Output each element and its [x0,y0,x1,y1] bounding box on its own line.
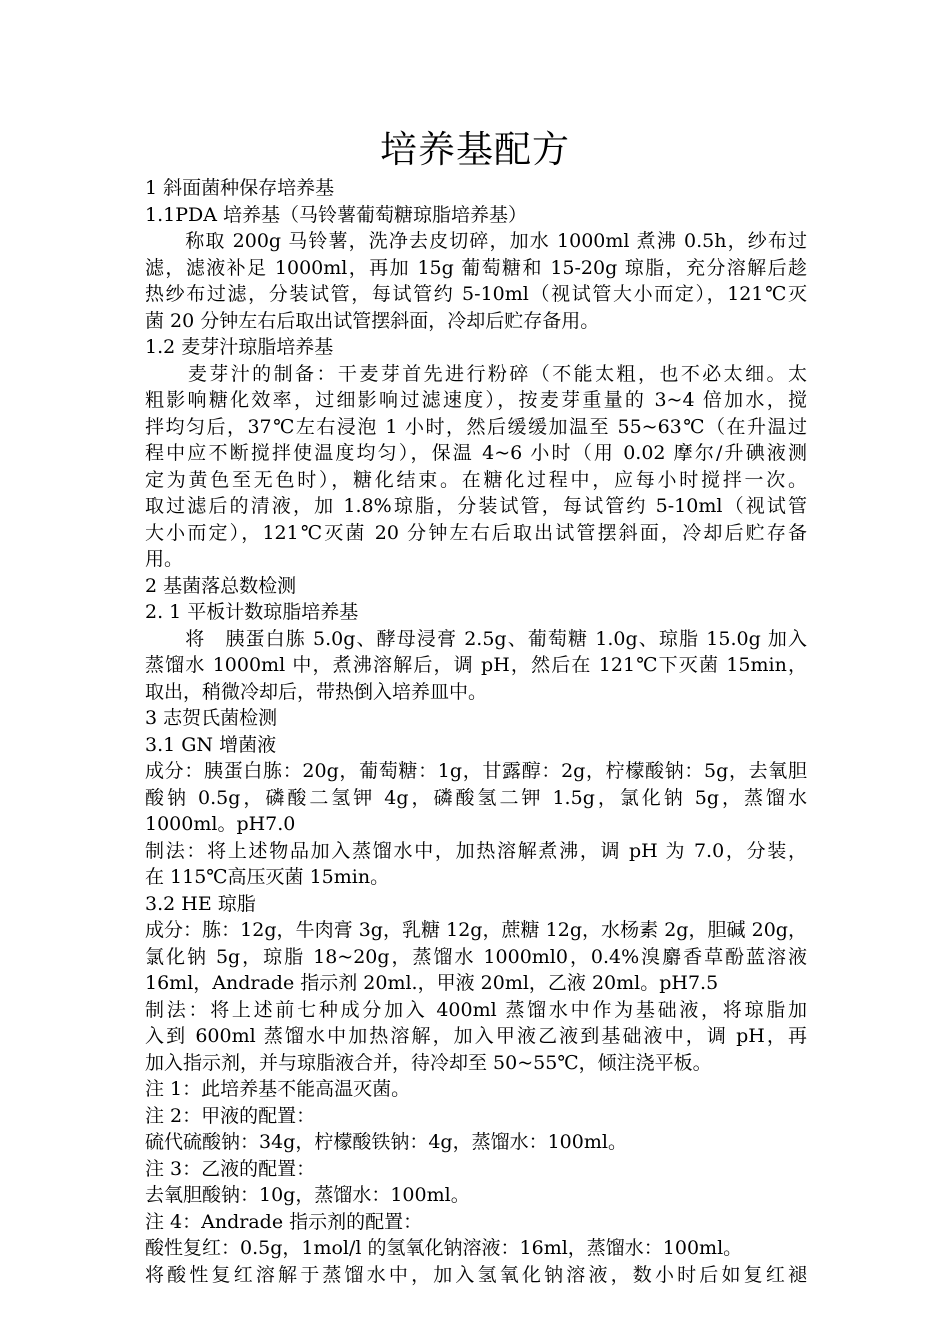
document-body [145,175,807,1288]
text-line: 注 1：此培养基不能高温灭菌。 [145,1078,411,1100]
text-line: 氯化钠 5g，琼脂 18~20g，蒸馏水 1000ml0，0.4%溴麝香草酚蓝溶液 [145,945,807,968]
text-line: 去氧胆酸钠：10g，蒸馏水：100ml。 [145,1184,470,1206]
text-line: 滤，滤液补足 1000ml，再加 15g 葡萄糖和 15-20g 琼脂，充分溶解后趁 [145,256,807,279]
text-line: 2 基菌落总数检测 [145,574,297,597]
text-line: 热纱布过滤，分装试管，每试管约 5-10ml（视试管大小而定），121℃灭 [145,283,807,305]
text-line: 称取 200g 马铃薯，洗净去皮切碎，加水 1000ml 煮沸 0.5h，纱布过 [145,230,807,252]
text-line: 取过滤后的清液，加 1.8%琼脂，分装试管，每试管约 5-10ml（视试管 [145,495,807,517]
text-line: 用。 [145,548,184,570]
text-line: 入到 600ml 蒸馏水中加热溶解，加入甲液乙液到基础液中，调 pH，再 [145,1025,807,1047]
text-line: 制法：将上述前七种成分加入 400ml 蒸馏水中作为基础液，将琼脂加 [145,998,807,1021]
text-line: 将酸性复红溶解于蒸馏水中，加入氢氧化钠溶液，数小时后如复红褪 [145,1263,807,1286]
text-line: 蒸馏水 1000ml 中，煮沸溶解后，调 pH，然后在 121℃下灭菌 15min， [145,654,807,676]
text-line: 取出，稍微冷却后，带热倒入培养皿中。 [145,680,488,703]
text-line: 硫代硫酸钠：34g，柠檬酸铁钠：4g，蒸馏水：100ml。 [145,1131,627,1153]
text-line: 注 4：Andrade 指示剂的配置： [145,1210,423,1233]
text-line: 麦芽汁的制备：干麦芽首先进行粉碎（不能太粗，也不必太细。太 [145,362,807,385]
text-line: 粗影响糖化效率，过细影响过滤速度），按麦芽重量的 3~4 倍加水，搅 [145,389,807,411]
text-line: 大小而定），121℃灭菌 20 分钟左右后取出试管摆斜面，冷却后贮存备 [145,521,807,544]
text-line: 定为黄色至无色时），糖化结束。在糖化过程中，应每小时搅拌一次。 [145,468,807,491]
text-line: 注 2：甲液的配置： [145,1104,316,1127]
text-line: 将 胰蛋白胨 5.0g、酵母浸膏 2.5g、葡萄糖 1.0g、琼脂 15.0g 加入 [145,627,807,650]
text-line: 酸钠 0.5g，磷酸二氢钾 4g，磷酸氢二钾 1.5g，氯化钠 5g，蒸馏水 [145,786,807,809]
text-line: 注 3：乙液的配置： [145,1157,316,1180]
text-line: 16ml，Andrade 指示剂 20ml.，甲液 20ml，乙液 20ml。pH7.5 [145,972,719,994]
text-line: 拌均匀后，37℃左右浸泡 1 小时，然后缓缓加温至 55~63℃（在升温过 [145,415,807,438]
text-line: 1.1PDA 培养基（马铃薯葡萄糖琼脂培养基） [145,203,527,226]
text-line: 在 115℃高压灭菌 15min。 [145,866,390,888]
text-line: 程中应不断搅拌使温度均匀），保温 4~6 小时（用 0.02 摩尔/升碘液测 [145,442,807,464]
text-line: 3.1 GN 增菌液 [145,733,277,756]
text-line: 1 斜面菌种保存培养基 [145,177,335,199]
text-line: 1.2 麦芽汁琼脂培养基 [145,336,334,358]
text-line: 3.2 HE 琼脂 [145,892,256,915]
document-title: 培养基配方 [380,128,570,171]
text-line: 1000ml。pH7.0 [145,813,296,835]
text-line: 菌 20 分钟左右后取出试管摆斜面，冷却后贮存备用。 [145,309,600,332]
text-line: 3 志贺氏菌检测 [145,707,278,729]
text-line: 制法：将上述物品加入蒸馏水中，加热溶解煮沸，调 pH 为 7.0，分装， [145,839,807,862]
text-line: 加入指示剂，并与琼脂液合并，待冷却至 50~55℃，倾注浇平板。 [145,1051,712,1074]
text-line: 成分：胰蛋白胨：20g，葡萄糖：1g，甘露醇：2g，柠檬酸钠：5g，去氧胆 [145,760,807,782]
text-line: 酸性复红：0.5g，1mol/l 的氢氧化钠溶液：16ml，蒸馏水：100ml。 [145,1237,743,1259]
text-line: 成分：胨：12g，牛肉膏 3g，乳糖 12g，蔗糖 12g，水杨素 2g，胆碱 20g， [145,919,807,941]
text-line: 2. 1 平板计数琼脂培养基 [145,601,359,623]
